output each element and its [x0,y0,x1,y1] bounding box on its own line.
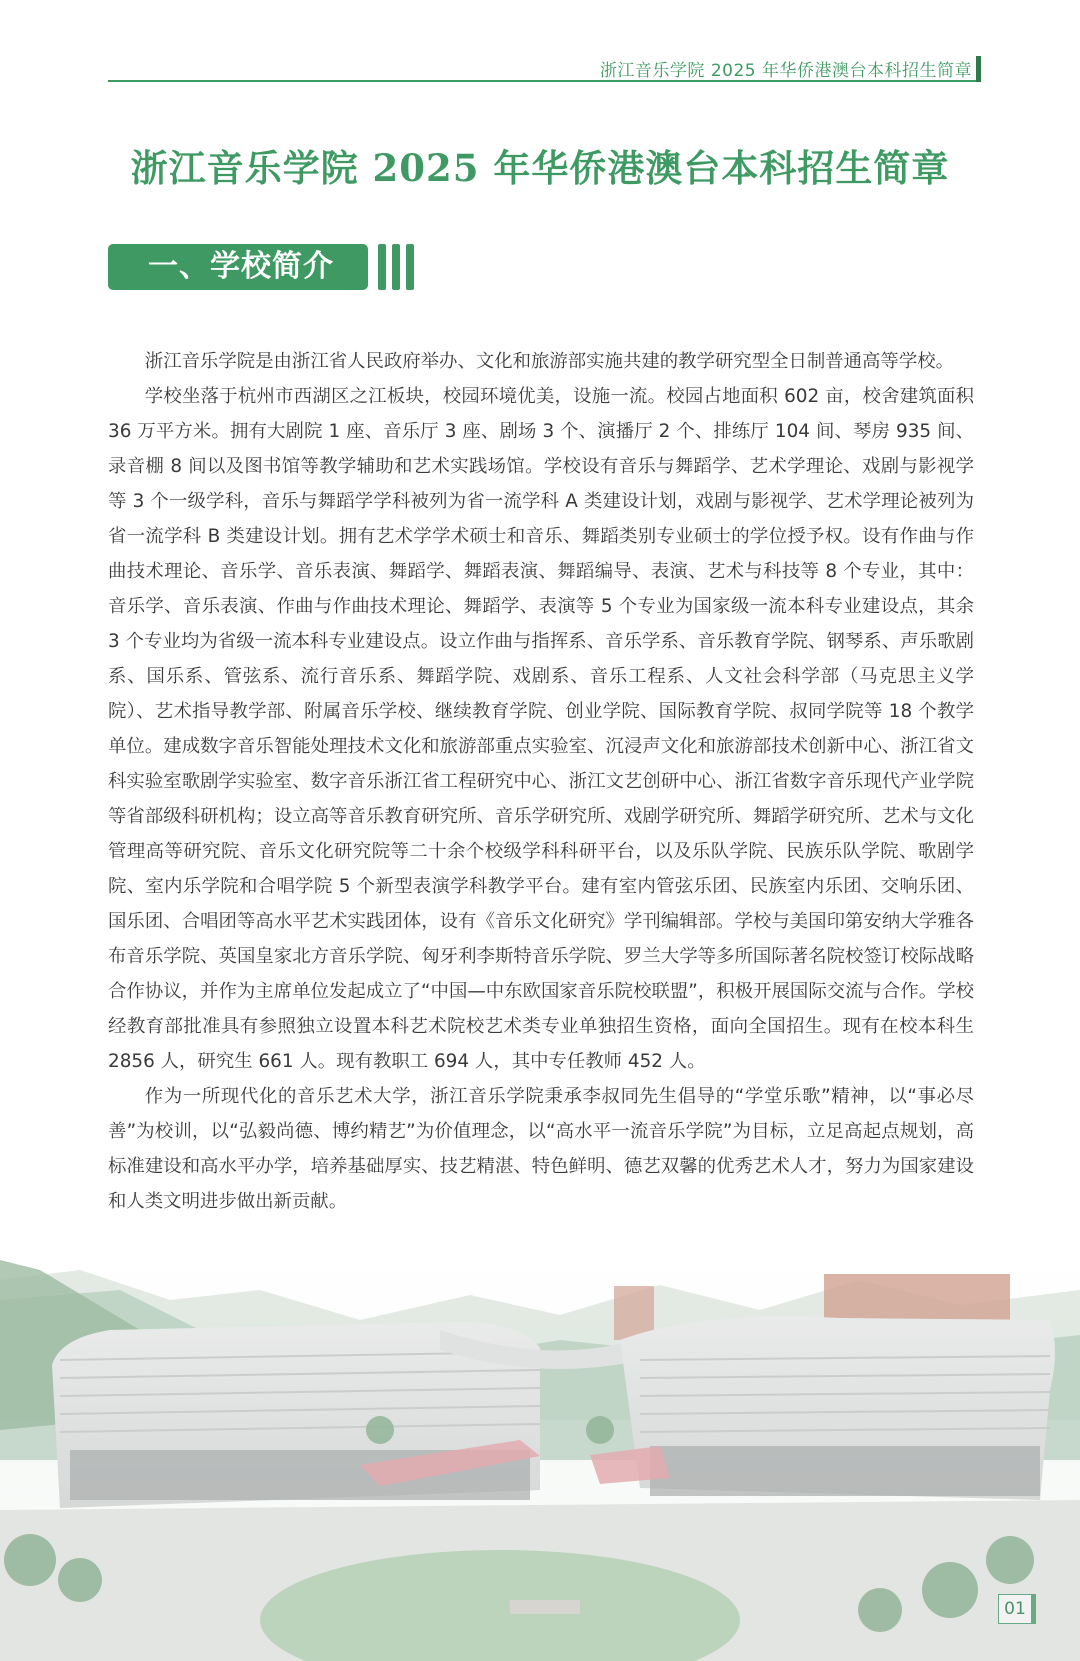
campus-photo [0,1260,1080,1661]
document-title: 浙江音乐学院 2025 年华侨港澳台本科招生简章 [130,146,950,190]
stripe [392,244,400,290]
section-body [108,344,974,1219]
stripe [406,244,414,290]
section-heading [108,244,368,290]
section-stripes-decoration [378,244,414,290]
page-number-tab [1032,1594,1036,1624]
paragraph-overview: 学校坐落于杭州市西湖区之江板块，校园环境优美，设施一流。校园占地面积 602 亩，校舍建筑面积 36 万平方米。拥有大剧院 1 座、音乐厅 3 座、剧场 3 个、演播厅 2 个、排练厅 104 间、琴房 935 间、录音棚 8 间以及图书馆等教学辅助和艺术实践场馆。学校设有音乐与舞蹈学、艺术学理论、戏剧与影视学等 3 个一级学科，音乐与舞蹈学学科被列为省一流学科 A 类建设计划，戏剧与影视学、艺术学理论被列为省一流学科 B 类建设计划。拥有艺术学学术硕士和音乐、舞蹈类别专业硕士的学位授予权。设有作曲与作曲技术理论、音乐学、音乐表演、舞蹈学、舞蹈表演、舞蹈编导、表演、艺术与科技等 8 个专业，其中：音乐学、音乐表演、作曲与作曲技术理论、舞蹈学、表演等 5 个专业为国家级一流本科专业建设点，其余 3 个专业均为省级一流本科专业建设点。设立作曲与指挥系、音乐学系、音乐教育学院、钢琴系、声乐歌剧系、国乐系、管弦系、流行音乐系、舞蹈学院、戏剧系、音乐工程系、人文社会科学部（马克思主义学院）、艺术指导教学部、附属音乐学校、继续教育学院、创业学院、国际教育学院、叔同学院等 18 个教学单位。建成数字音乐智能处理技术文化和旅游部重点实验室、沉浸声文化和旅游部技术创新中心、浙江省文科实验室歌剧学实验室、数字音乐浙江省工程研究中心、浙江文艺创研中心、浙江省数字音乐现代产业学院等省部级科研机构；设立高等音乐教育研究所、音乐学研究所、戏剧学研究所、舞蹈学研究所、艺术与文化管理高等研究院、音乐文化研究院等二十余个校级学科科研平台，以及乐队学院、民族乐队学院、歌剧学院、室内乐学院和合唱学院 5 个新型表演学科教学平台。建有室内管弦乐团、民族室内乐团、交响乐团、国乐团、合唱团等高水平艺术实践团体，设有《音乐文化研究》学刊编辑部。学校与美国印第安纳大学雅各布音乐学院、英国皇家北方音乐学院、匈牙利李斯特音乐学院、罗兰大学等多所国际著名院校签订校际战略合作协议，并作为主席单位发起成立了“中国—中东欧国家音乐院校联盟”，积极开展国际交流与合作。学校经教育部批准具有参照独立设置本科艺术院校艺术类专业单独招生资格，面向全国招生。现有在校本科生 2856 人，研究生 661 人。现有教职工 694 人，其中专任教师 452 人。 [108,386,974,1072]
stripe [378,244,386,290]
paragraph-mission: 作为一所现代化的音乐艺术大学，浙江音乐学院秉承李叔同先生倡导的“学堂乐歌”精神，以“事必尽善”为校训，以“弘毅尚德、博约精艺”为价值理念，以“高水平一流音乐学院”为目标，立足高起点规划，高标准建设和高水平办学，培养基础厚实、技艺精湛、特色鲜明、德艺双馨的优秀艺术人才，努力为国家建设和人类文明进步做出新贡献。 [108,1086,974,1212]
header-accent-bar [976,56,981,82]
campus-illustration [0,1260,1080,1661]
paragraph-intro: 浙江音乐学院是由浙江省人民政府举办、文化和旅游部实施共建的教学研究型全日制普通高等学校。 [144,351,954,372]
section-heading-label: 一、学校简介 [148,249,334,284]
running-header: 浙江音乐学院 2025 年华侨港澳台本科招生简章 [599,61,972,81]
page-number: 01 [998,1594,1032,1624]
